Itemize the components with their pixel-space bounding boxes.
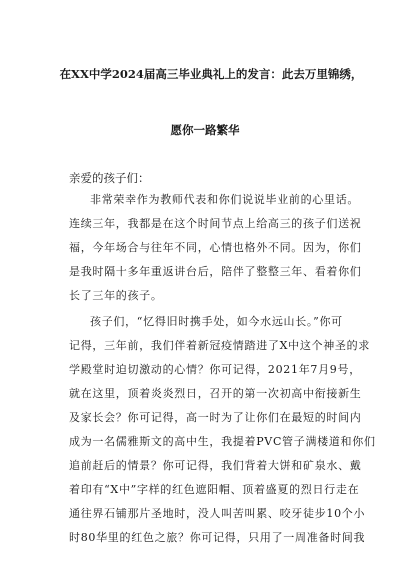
document-title-line-2: 愿你一路繁华	[170, 123, 240, 137]
body-line: 记得，三年前，我们伴着新冠疫情踏进了X中这个神圣的求	[69, 339, 371, 352]
body-line: 成为一名儒雅斯文的高中生，我提着PVC管子满楼道和你们	[69, 435, 376, 448]
body-line: 时80华里的红色之旅？你可记得，只用了一周准备时间我	[69, 531, 366, 544]
body-line: 非常荣幸作为教师代表和你们说说毕业前的心里话。	[90, 193, 360, 206]
body-line: 通往界石铺那片圣地时，没人叫苦叫累、咬牙徒步10个小	[69, 507, 366, 520]
body-line: 孩子们，“忆得旧时携手处，如今水远山长。”你可	[90, 315, 343, 328]
body-line: 着印有“X中”字样的红色遮阳帽、顶着盛夏的烈日行走在	[69, 483, 360, 496]
body-line: 学殿堂时迫切激动的心情？你可记得，2021年7月9号，	[69, 363, 361, 376]
body-line: 追前赶后的情景？你可记得，我们背着大饼和矿泉水、戴	[69, 459, 362, 472]
body-line: 连续三年，我都是在这个时间节点上给高三的孩子们送祝	[69, 217, 362, 230]
body-line: 长了三年的孩子。	[69, 289, 163, 302]
body-line: 是我时隔十多年重返讲台后，陪伴了整整三年、看着你们	[69, 265, 362, 278]
body-line: 就在这里，顶着炎炎烈日，召开的第一次初高中衔接新生	[69, 387, 362, 400]
salutation: 亲爱的孩子们：	[69, 171, 150, 185]
body-line: 及家长会？你可记得，高一时为了让你们在最短的时间内	[69, 411, 362, 424]
document-title-line-1: 在XX中学2024届高三毕业典礼上的发言：此去万里锦绣，	[59, 67, 363, 81]
body-line: 福，今年场合与往年不同，心情也格外不同。因为，你们	[69, 241, 362, 254]
